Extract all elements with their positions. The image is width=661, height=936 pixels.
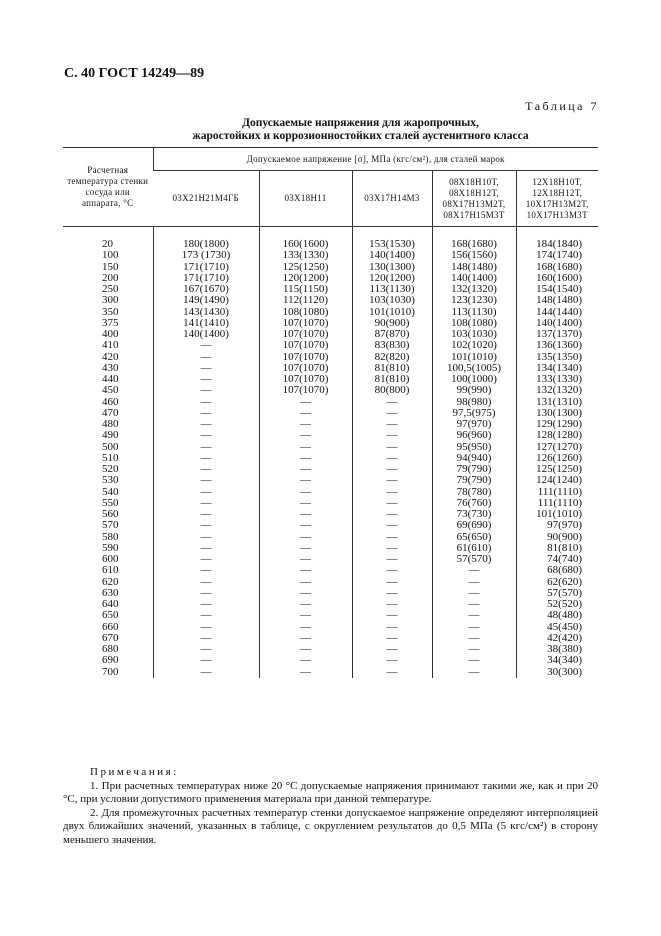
stress-cell: —	[153, 385, 259, 396]
stress-cell: 112(1120)	[259, 295, 352, 306]
stress-cell: —	[352, 397, 432, 408]
stress-cell: 143(1430)	[153, 307, 259, 318]
stress-cell: 133(1330)	[516, 374, 598, 385]
stress-cell: 115(1150)	[259, 284, 352, 295]
stress-cell: —	[352, 408, 432, 419]
stress-cell: 130(1300)	[516, 408, 598, 419]
stress-cell: 103(1030)	[352, 295, 432, 306]
stress-cell: —	[153, 363, 259, 374]
temperature-cell: 470	[102, 406, 119, 419]
stress-cell: —	[259, 442, 352, 453]
temperature-cell: 410	[102, 339, 119, 352]
stress-cell: —	[259, 408, 352, 419]
temperature-cell: 450	[102, 384, 119, 397]
temperature-cell: 570	[102, 519, 119, 532]
stress-cell: —	[432, 622, 516, 633]
table-row	[63, 475, 598, 486]
stress-cell: 87(870)	[352, 329, 432, 340]
stress-cell: 130(1300)	[352, 262, 432, 273]
temperature-cell: 440	[102, 373, 119, 385]
stress-cell: —	[352, 543, 432, 554]
stress-cell: —	[352, 487, 432, 498]
table-row	[63, 408, 598, 419]
stress-cell: —	[259, 498, 352, 509]
stress-cell: —	[259, 487, 352, 498]
table-row	[63, 554, 598, 565]
stress-cell: —	[352, 554, 432, 565]
stress-cell: —	[153, 655, 259, 666]
stress-cell: 96(960)	[432, 430, 516, 441]
temperature-cell: 250	[102, 283, 119, 295]
stress-cell: —	[432, 577, 516, 588]
stress-cell: —	[153, 408, 259, 419]
stress-cell: 100,5(1005)	[432, 363, 516, 374]
stress-cell: 113(1130)	[432, 307, 516, 318]
stress-cell: —	[352, 475, 432, 486]
stress-cell: 153(1530)	[352, 239, 432, 250]
stress-cell: —	[153, 588, 259, 599]
stress-cell: —	[432, 644, 516, 655]
stress-cell: 30(300)	[516, 667, 598, 678]
stress-cell: —	[153, 487, 259, 498]
temperature-cell: 20	[102, 238, 113, 250]
table-row	[63, 464, 598, 475]
stress-cell: 171(1710)	[153, 273, 259, 284]
stress-cell: 124(1240)	[516, 475, 598, 486]
table-number: Таблица 7	[525, 99, 599, 113]
temperature-cell: 600	[102, 553, 119, 565]
temperature-cell: 490	[102, 429, 119, 442]
table-caption	[0, 117, 661, 143]
stress-cell: 144(1440)	[516, 307, 598, 318]
stress-cell: 81(810)	[352, 363, 432, 374]
stress-cell: —	[153, 464, 259, 475]
stress-cell: —	[259, 453, 352, 464]
stress-cell: —	[352, 453, 432, 464]
stress-cell: 34(340)	[516, 655, 598, 666]
stress-cell: 100(1000)	[432, 374, 516, 385]
stress-cell: 107(1070)	[259, 318, 352, 329]
stress-cell: —	[352, 442, 432, 453]
stress-cell: 140(1400)	[352, 250, 432, 261]
stress-cell: —	[259, 419, 352, 430]
table-row	[63, 385, 598, 396]
stress-cell: —	[153, 340, 259, 351]
stress-cell: 125(1250)	[516, 464, 598, 475]
stress-cell: —	[259, 554, 352, 565]
stress-cell: 149(1490)	[153, 295, 259, 306]
table-row	[63, 284, 598, 295]
stress-cell: 126(1260)	[516, 453, 598, 464]
table-row	[63, 273, 598, 284]
stress-cell: —	[153, 442, 259, 453]
notes-title: Примечания:	[90, 766, 179, 778]
stress-cell: —	[259, 610, 352, 621]
stress-cell: —	[259, 532, 352, 543]
table-row	[63, 340, 598, 351]
stress-cell: 38(380)	[516, 644, 598, 655]
stress-cell: 102(1020)	[432, 340, 516, 351]
stress-cell: 57(570)	[516, 588, 598, 599]
stress-cell: 107(1070)	[259, 340, 352, 351]
table-row	[63, 633, 598, 644]
stress-cell: —	[432, 633, 516, 644]
stress-cell: —	[153, 610, 259, 621]
stress-cell: 140(1400)	[153, 329, 259, 340]
stress-cell: 120(1200)	[259, 273, 352, 284]
stress-cell: 97,5(975)	[432, 408, 516, 419]
stress-cell: —	[259, 430, 352, 441]
stress-cell: 101(1010)	[352, 307, 432, 318]
stress-cell: —	[153, 599, 259, 610]
table-row	[63, 655, 598, 666]
stress-cell: 45(450)	[516, 622, 598, 633]
steel-header: 03Х18Н11	[259, 171, 352, 227]
stress-cell: —	[259, 543, 352, 554]
stress-cell: —	[259, 655, 352, 666]
stress-cell: —	[352, 644, 432, 655]
stress-cell: —	[153, 453, 259, 464]
stress-cell: —	[259, 520, 352, 531]
stress-cell: 160(1600)	[516, 273, 598, 284]
temperature-cell: 400	[102, 328, 119, 340]
note-item: 2. Для промежуточных расчетных температур стенки допускаемое напряжение определяют интерполяцией двух ближайших значений, указанных в таблице, с округлением результатов до 0,5 МПа (5 кгс/см²) в сторону меньшего значения.	[63, 806, 598, 846]
temperature-cell: 630	[102, 586, 119, 599]
stress-cell: 48(480)	[516, 610, 598, 621]
table-row	[63, 622, 598, 633]
stress-cell: 80(800)	[352, 385, 432, 396]
stress-cell: 127(1270)	[516, 442, 598, 453]
table-row	[63, 509, 598, 520]
stress-cell: —	[153, 554, 259, 565]
table-row	[63, 532, 598, 543]
stress-cell: —	[352, 532, 432, 543]
table-row	[63, 599, 598, 610]
stress-cell: —	[352, 655, 432, 666]
stress-cell: 74(740)	[516, 554, 598, 565]
stress-cell: 79(790)	[432, 464, 516, 475]
stress-cell: 136(1360)	[516, 340, 598, 351]
temperature-cell: 300	[102, 294, 119, 307]
stress-cell: —	[259, 588, 352, 599]
table-row	[63, 352, 598, 363]
stress-cell: —	[259, 667, 352, 678]
steel-header: 12Х18Н10Т, 12Х18Н12Т, 10Х17Н13М2Т, 10Х17Н13М3Т	[516, 171, 598, 227]
table-row	[63, 307, 598, 318]
stress-cell: —	[352, 588, 432, 599]
stress-cell: 101(1010)	[516, 509, 598, 520]
stress-cell: 173 (1730)	[153, 250, 259, 261]
table-row	[63, 318, 598, 329]
stress-cell: —	[259, 475, 352, 486]
stress-cell: 131(1310)	[516, 397, 598, 408]
table-row	[63, 498, 598, 509]
temperature-cell: 350	[102, 305, 119, 318]
stress-cell: —	[352, 599, 432, 610]
stress-cell: 107(1070)	[259, 374, 352, 385]
stress-cell: 81(810)	[516, 543, 598, 554]
stress-cell: —	[352, 622, 432, 633]
stress-cell: 135(1350)	[516, 352, 598, 363]
stress-cell: —	[153, 352, 259, 363]
stress-cell: 90(900)	[516, 532, 598, 543]
temperature-cell: 480	[102, 418, 119, 430]
stress-cell: —	[259, 644, 352, 655]
temperature-cell: 690	[102, 654, 119, 667]
stress-cell: —	[153, 520, 259, 531]
stress-cell: —	[153, 397, 259, 408]
stress-cell: —	[259, 464, 352, 475]
stress-cell: 68(680)	[516, 565, 598, 576]
stress-cell: —	[432, 655, 516, 666]
stress-cell: 140(1400)	[516, 318, 598, 329]
stress-cell: 128(1280)	[516, 430, 598, 441]
stress-cell: —	[352, 419, 432, 430]
table-row	[63, 262, 598, 273]
table-row	[63, 520, 598, 531]
stress-cell: —	[153, 374, 259, 385]
temperature-cell: 520	[102, 463, 119, 475]
stress-cell: —	[153, 532, 259, 543]
table-row	[63, 363, 598, 374]
stress-cell: —	[153, 577, 259, 588]
stress-cell: —	[352, 610, 432, 621]
stress-cell: 134(1340)	[516, 363, 598, 374]
stress-cell: 137(1370)	[516, 329, 598, 340]
stress-cell: —	[153, 498, 259, 509]
table-row	[63, 610, 598, 621]
temperature-cell: 500	[102, 440, 119, 453]
temperature-cell: 590	[102, 541, 119, 554]
stress-cell: —	[432, 599, 516, 610]
temperature-cell: 610	[102, 564, 119, 577]
steel-header: 03Х21Н21М4ГБ	[153, 171, 259, 227]
stress-cell: 129(1290)	[516, 419, 598, 430]
table-row	[63, 453, 598, 464]
stress-cell: —	[153, 644, 259, 655]
temperature-cell: 420	[102, 350, 119, 363]
stress-cell: 90(900)	[352, 318, 432, 329]
stress-cell: 97(970)	[432, 419, 516, 430]
stress-cell: 108(1080)	[432, 318, 516, 329]
stress-cell: —	[259, 397, 352, 408]
stress-cell: 82(820)	[352, 352, 432, 363]
table-row	[63, 397, 598, 408]
stress-cell: 76(760)	[432, 498, 516, 509]
stress-cell: —	[432, 667, 516, 678]
table-row	[63, 442, 598, 453]
stress-cell: 167(1670)	[153, 284, 259, 295]
temperature-cell: 700	[102, 665, 119, 678]
stress-cell: 111(1110)	[516, 487, 598, 498]
stress-cell: 156(1560)	[432, 250, 516, 261]
stress-cell: —	[352, 565, 432, 576]
stress-cell: 81(810)	[352, 374, 432, 385]
stress-cell: 69(690)	[432, 520, 516, 531]
stress-cell: —	[432, 610, 516, 621]
stress-group-header: Допускаемое напряжение [σ], МПа (кгс/см²), для сталей марок	[153, 148, 598, 171]
stress-cell: —	[153, 475, 259, 486]
stress-cell: 97(970)	[516, 520, 598, 531]
stress-table	[63, 147, 598, 678]
note-item: 1. При расчетных температурах ниже 20 °С допускаемые напряжения принимают такими же, как и при 20 °С, при условии допустимого применения материала при данной температуре.	[63, 779, 598, 805]
stress-cell: —	[352, 633, 432, 644]
temperature-cell: 460	[102, 395, 119, 408]
stress-cell: 78(780)	[432, 487, 516, 498]
stress-cell: 107(1070)	[259, 352, 352, 363]
table-row	[63, 329, 598, 340]
stress-cell: 52(520)	[516, 599, 598, 610]
stress-cell: —	[352, 430, 432, 441]
table-row	[63, 374, 598, 385]
stress-cell: 148(1480)	[516, 295, 598, 306]
stress-cell: —	[259, 599, 352, 610]
table-row	[63, 430, 598, 441]
temperature-cell: 510	[102, 451, 119, 464]
stress-cell: 154(1540)	[516, 284, 598, 295]
stress-cell: —	[352, 520, 432, 531]
stress-cell: —	[352, 509, 432, 520]
stress-cell: 168(1680)	[432, 239, 516, 250]
stress-cell: 132(1320)	[432, 284, 516, 295]
stress-cell: 123(1230)	[432, 295, 516, 306]
table-row	[63, 588, 598, 599]
table-row	[63, 250, 598, 261]
stress-cell: 95(950)	[432, 442, 516, 453]
temperature-cell: 620	[102, 575, 119, 588]
stress-cell: 62(620)	[516, 577, 598, 588]
stress-cell: 42(420)	[516, 633, 598, 644]
stress-cell: —	[153, 543, 259, 554]
stress-cell: 101(1010)	[432, 352, 516, 363]
stress-cell: 94(940)	[432, 453, 516, 464]
stress-cell: 107(1070)	[259, 385, 352, 396]
temperature-cell: 150	[102, 260, 119, 273]
stress-cell: 184(1840)	[516, 239, 598, 250]
caption-line-1: Допускаемые напряжения для жаропрочных,	[242, 117, 479, 129]
stress-cell: 83(830)	[352, 340, 432, 351]
table-row	[63, 565, 598, 576]
stress-cell: 61(610)	[432, 543, 516, 554]
table-row	[63, 295, 598, 306]
table-row	[63, 577, 598, 588]
stress-cell: —	[259, 565, 352, 576]
temperature-cell: 530	[102, 474, 119, 487]
temperature-cell: 550	[102, 496, 119, 509]
stress-cell: 180(1800)	[153, 239, 259, 250]
stress-cell: 113(1130)	[352, 284, 432, 295]
stress-cell: —	[352, 577, 432, 588]
stress-cell: 99(990)	[432, 385, 516, 396]
temperature-cell: 670	[102, 631, 119, 644]
stress-cell: 108(1080)	[259, 307, 352, 318]
table-row	[63, 543, 598, 554]
table-row	[63, 487, 598, 498]
table-row	[63, 419, 598, 430]
temperature-cell: 200	[102, 271, 119, 284]
temperature-cell: 100	[102, 249, 119, 262]
stress-cell: —	[259, 577, 352, 588]
page-header: С. 40 ГОСТ 14249—89	[64, 66, 205, 81]
stress-cell: —	[432, 588, 516, 599]
stress-cell: —	[153, 622, 259, 633]
stress-cell: —	[153, 667, 259, 678]
stress-cell: 171(1710)	[153, 262, 259, 273]
table-row	[63, 644, 598, 655]
stress-cell: —	[153, 633, 259, 644]
temperature-column-header: Расчетная температура стенки сосуда или аппарата, °С	[63, 148, 153, 227]
stress-cell: 57(570)	[432, 554, 516, 565]
stress-cell: 65(650)	[432, 532, 516, 543]
stress-cell: 107(1070)	[259, 363, 352, 374]
temperature-cell: 580	[102, 530, 119, 543]
table-row	[63, 239, 598, 250]
caption-line-2: жаростойких и коррозионностойких сталей аустенитного класса	[192, 130, 529, 142]
stress-cell: 148(1480)	[432, 262, 516, 273]
stress-cell: 168(1680)	[516, 262, 598, 273]
steel-header: 08Х18Н10Т, 08Х18Н12Т, 08Х17Н13М2Т, 08Х17Н15М3Т	[432, 171, 516, 227]
stress-cell: 140(1400)	[432, 273, 516, 284]
stress-cell: 79(790)	[432, 475, 516, 486]
table-row	[63, 667, 598, 678]
temperature-cell: 430	[102, 361, 119, 374]
stress-cell: —	[352, 464, 432, 475]
stress-cell: 133(1330)	[259, 250, 352, 261]
stress-cell: 141(1410)	[153, 318, 259, 329]
temperature-cell: 660	[102, 620, 119, 633]
temperature-cell: 540	[102, 485, 119, 498]
stress-cell: 174(1740)	[516, 250, 598, 261]
stress-cell: —	[153, 430, 259, 441]
temperature-cell: 680	[102, 643, 119, 655]
temperature-cell: 650	[102, 609, 119, 622]
stress-cell: —	[153, 419, 259, 430]
stress-cell: 160(1600)	[259, 239, 352, 250]
stress-cell: 111(1110)	[516, 498, 598, 509]
stress-cell: —	[352, 667, 432, 678]
stress-cell: —	[352, 498, 432, 509]
stress-cell: 103(1030)	[432, 329, 516, 340]
stress-cell: 73(730)	[432, 509, 516, 520]
stress-cell: 132(1320)	[516, 385, 598, 396]
stress-cell: 120(1200)	[352, 273, 432, 284]
notes	[63, 766, 598, 847]
stress-cell: —	[259, 622, 352, 633]
stress-cell: 125(1250)	[259, 262, 352, 273]
temperature-cell: 560	[102, 508, 119, 520]
stress-cell: —	[259, 509, 352, 520]
steel-header: 03Х17Н14М3	[352, 171, 432, 227]
stress-cell: —	[153, 565, 259, 576]
temperature-cell: 375	[102, 316, 119, 329]
stress-cell: 107(1070)	[259, 329, 352, 340]
stress-cell: —	[153, 509, 259, 520]
stress-cell: —	[259, 633, 352, 644]
stress-cell: 98(980)	[432, 397, 516, 408]
stress-cell: —	[432, 565, 516, 576]
temperature-cell: 640	[102, 598, 119, 610]
